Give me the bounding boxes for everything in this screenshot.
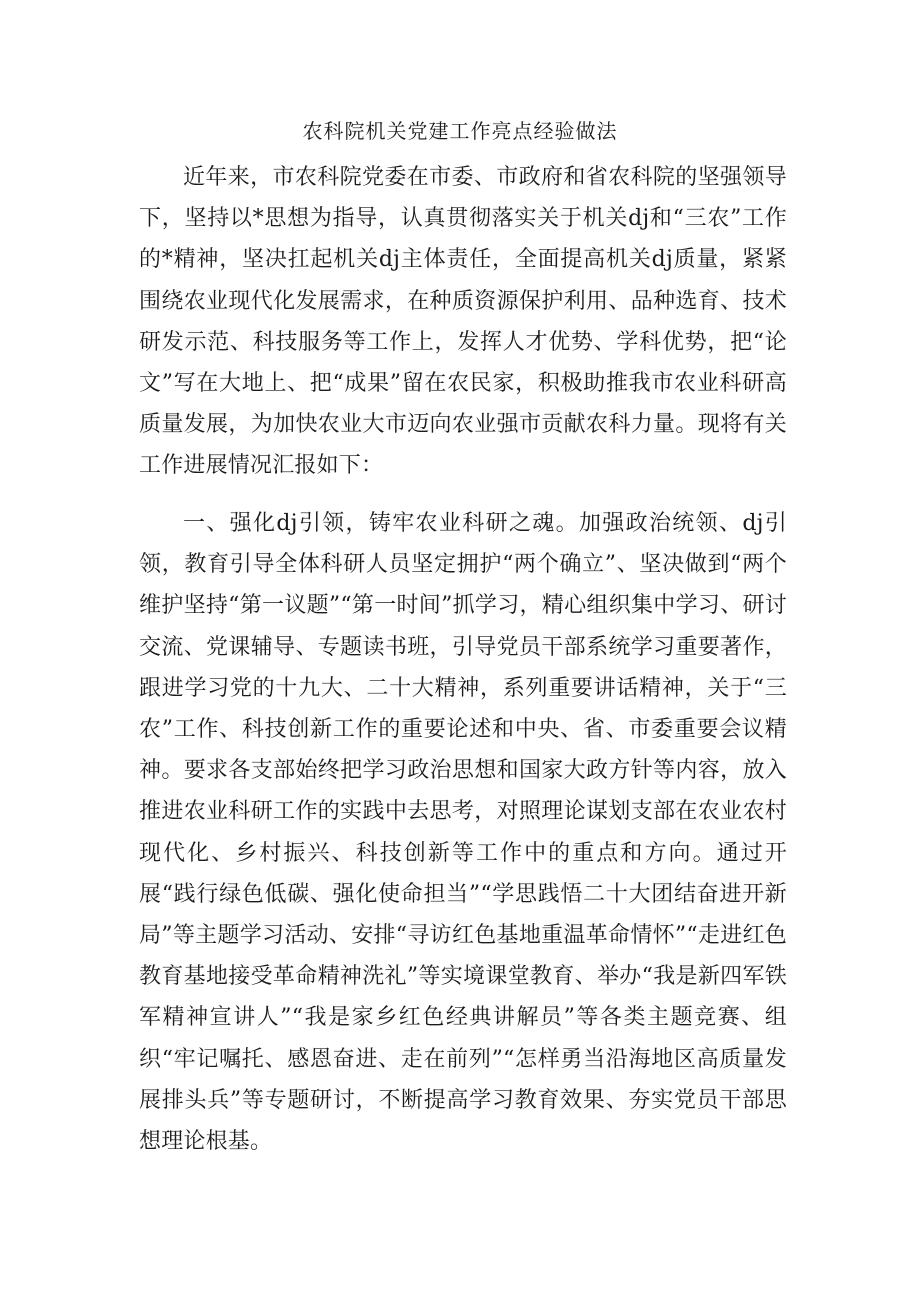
paragraph-section-1: 一、强化dj引领，铸牢农业科研之魂。加强政治统领、dj引领，教育引导全体科研人员坚定拥护“两个确立”、坚决做到“两个维护坚持“第一议题”“第一时间”抓学习，精心组织集中学习、研讨交流、党课辅导、专题读书班，引导党员干部系统学习重要著作，跟进学习党的十九大、二十大精神，系列重要讲话精神，关于“三农”工作、科技创新工作的重要论述和中央、省、市委重要会议精神。要求各支部始终把学习政治思想和国家大政方针等内容，放入推进农业科研工作的实践中去思考，对照理论谋划支部在农业农村现代化、乡村振兴、科技创新等工作中的重点和方向。通过开展“践行绿色低碳、强化使命担当”“学思践悟二十大团结奋进开新局”等主题学习活动、安排“寻访红色基地重温革命情怀”“走进红色教育基地接受革命精神洗礼”等实境课堂教育、举办“我是新四军铁军精神宣讲人”“我是家乡红色经典讲解员”等各类主题竞赛、组织“牢记嘱托、感恩奋进、走在前列”“怎样勇当沿海地区高质量发展排头兵”等专题研讨，不断提高学习教育效果、夯实党员干部思想理论根基。: [139, 511, 787, 1155]
document-title: 农科院机关党建工作亮点经验做法: [302, 119, 618, 143]
paragraph-intro: 近年来，市农科院党委在市委、市政府和省农科院的坚强领导下，坚持以*思想为指导，认真贯彻落实关于机关dj和“三农”工作的*精神，坚决扛起机关dj主体责任，全面提高机关dj质量，紧紧围绕农业现代化发展需求，在种质资源保护利用、品种选育、技术研发示范、科技服务等工作上，发挥人才优势、学科优势，把“论文”写在大地上、把“成果”留在农民家，积极助推我市农业科研高质量发展，为加快农业大市迈向农业强市贡献农科力量。现将有关工作进展情况汇报如下：: [139, 165, 787, 479]
